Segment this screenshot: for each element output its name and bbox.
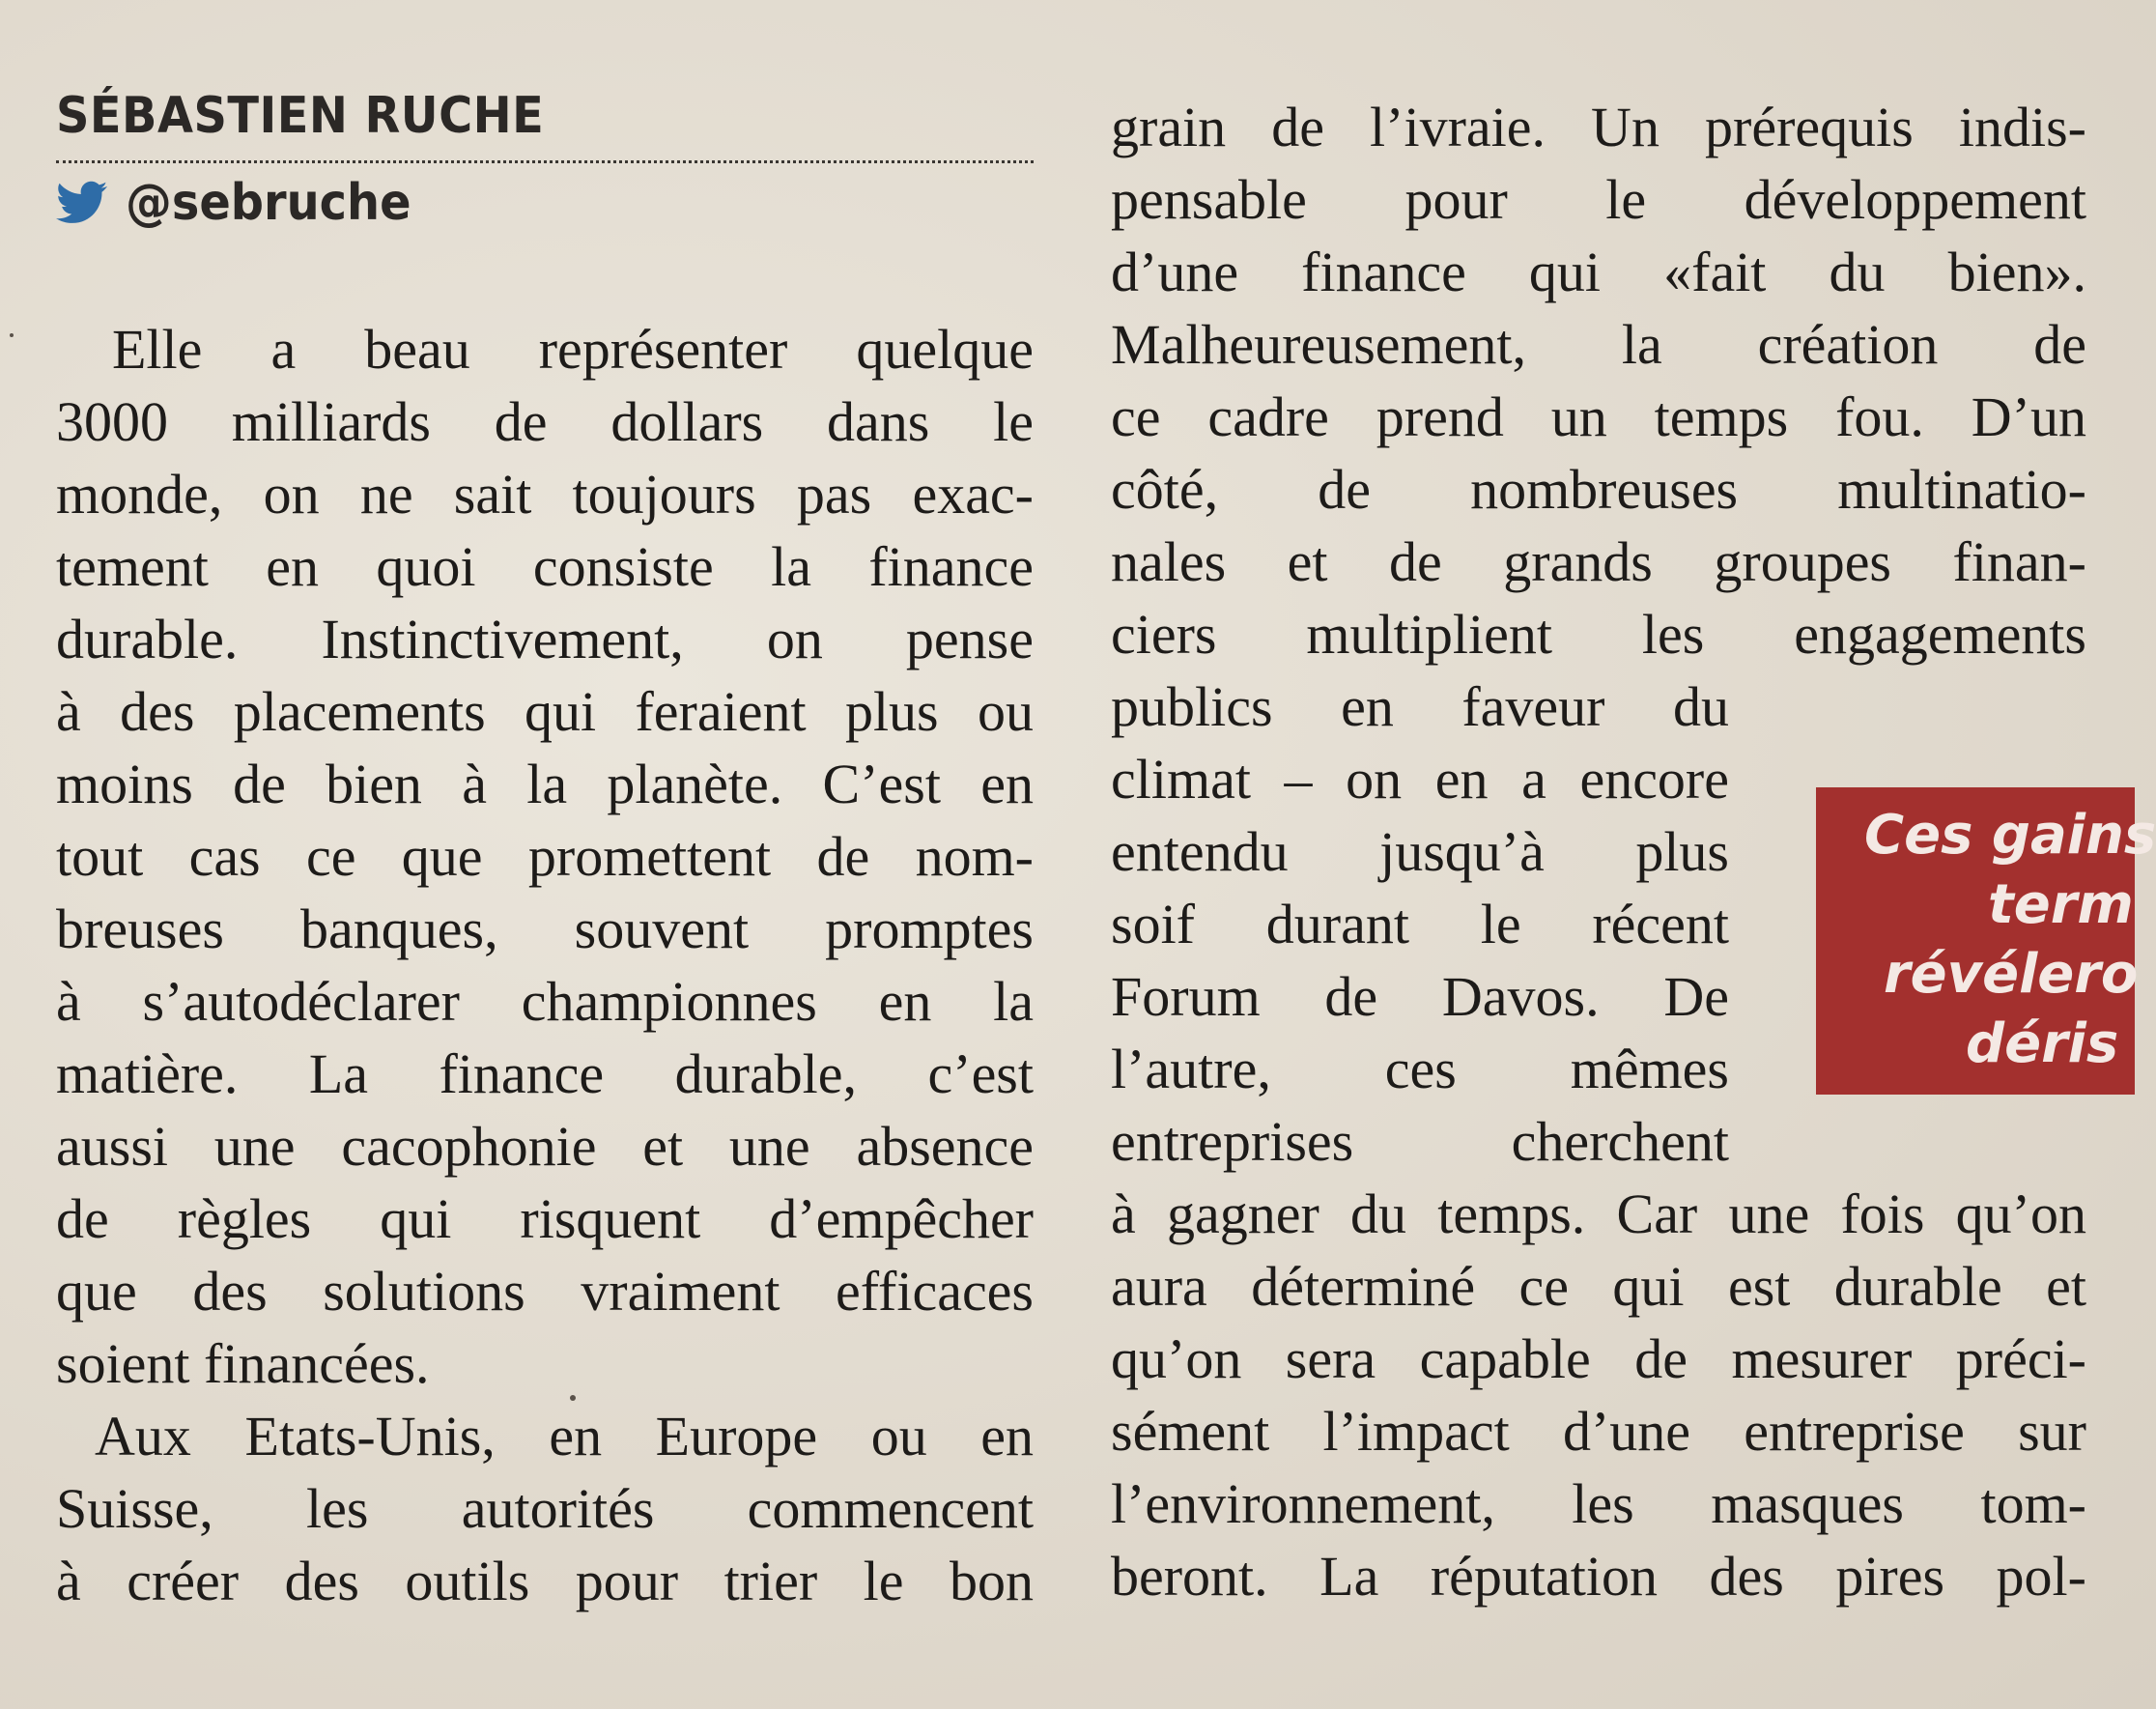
article-column-left (56, 313, 1034, 1617)
pullquote-line: Ces gains (1864, 804, 2156, 867)
pullquote-line: term (1988, 873, 2134, 936)
text-line: matière. La finance durable, c’est (56, 1042, 1034, 1105)
text-line: Suisse, les autorités commencent (56, 1477, 1034, 1540)
text-line: à gagner du temps. Car une fois qu’on (1111, 1182, 2086, 1245)
text-line: durable. Instinctivement, on pense (56, 608, 1034, 670)
text-line: pensable pour le développement (1111, 168, 2086, 231)
text-line: Elle a beau représenter quelque (112, 318, 1034, 381)
text-line: Forum de Davos. De (1111, 965, 1729, 1028)
paper-speck (570, 1395, 576, 1401)
twitter-handle-row[interactable] (56, 169, 1034, 237)
text-line: ce cadre prend un temps fou. D’un (1111, 385, 2086, 448)
twitter-handle[interactable]: @sebruche (126, 174, 411, 232)
pullquote-box (1816, 787, 2156, 1095)
text-line: à créer des outils pour trier le bon (56, 1550, 1034, 1612)
text-line: grain de l’ivraie. Un prérequis indis- (1111, 96, 2086, 158)
text-line: moins de bien à la planète. C’est en (56, 753, 1034, 815)
text-line: à des placements qui feraient plus ou (56, 680, 1034, 743)
text-line: breuses banques, souvent promptes (56, 897, 1034, 960)
text-line: entreprises cherchent (1111, 1110, 1729, 1173)
text-line: soient financées. (56, 1332, 430, 1395)
text-line: que des solutions vraiment efficaces (56, 1260, 1034, 1323)
text-line: tout cas ce que promettent de nom- (56, 825, 1034, 888)
text-line: 3000 milliards de dollars dans le (56, 390, 1034, 453)
text-line: l’environnement, les masques tom- (1111, 1472, 2086, 1535)
author-name: SÉBASTIEN RUCHE (56, 87, 545, 145)
text-line: d’une finance qui «fait du bien». (1111, 241, 2086, 303)
text-line: l’autre, ces mêmes (1111, 1038, 1729, 1100)
twitter-bird-icon (56, 181, 108, 225)
text-line: entendu jusqu’à plus (1111, 820, 1729, 883)
text-line: nales et de grands groupes finan- (1111, 530, 2086, 593)
text-line: publics en faveur du (1111, 675, 1729, 738)
text-line: monde, on ne sait toujours pas exac- (56, 463, 1034, 526)
text-line: aura déterminé ce qui est durable et (1111, 1255, 2086, 1318)
text-line: qu’on sera capable de mesurer préci- (1111, 1327, 2086, 1390)
text-line: soif durant le récent (1111, 893, 1729, 955)
text-line: ciers multiplient les engagements (1111, 603, 2086, 666)
pullquote-line: révélero (1884, 943, 2139, 1006)
byline-divider (56, 160, 1034, 163)
text-line: aussi une cacophonie et une absence (56, 1115, 1034, 1178)
text-line: sément l’impact d’une entreprise sur (1111, 1400, 2086, 1463)
text-line: tement en quoi consiste la finance (56, 535, 1034, 598)
paper-speck (10, 333, 14, 337)
byline (56, 87, 1034, 237)
text-line: Aux Etats-Unis, en Europe ou en (95, 1405, 1034, 1467)
text-line: à s’autodéclarer championnes en la (56, 970, 1034, 1033)
text-line: beront. La réputation des pires pol- (1111, 1545, 2086, 1608)
pullquote-line: déris (1966, 1012, 2119, 1075)
text-line: de règles qui risquent d’empêcher (56, 1187, 1034, 1250)
text-line: côté, de nombreuses multinatio- (1111, 458, 2086, 521)
text-line: Malheureusement, la création de (1111, 313, 2086, 376)
text-line: climat – on en a encore (1111, 748, 1729, 811)
